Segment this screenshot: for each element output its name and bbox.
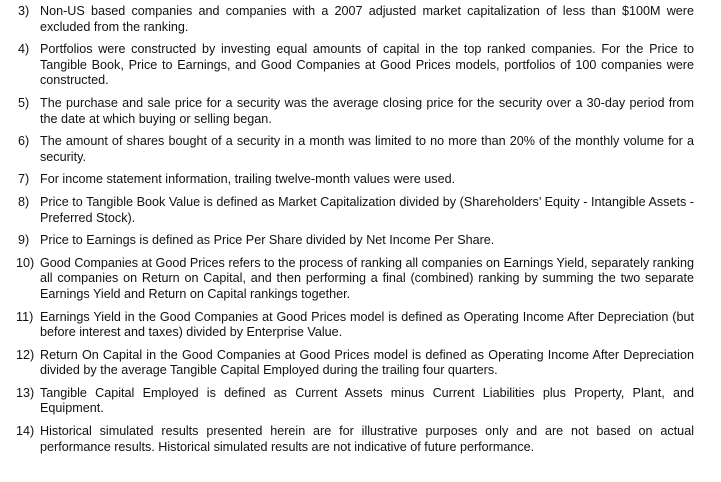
note-number: 6) [18,134,30,149]
note-text: Non-US based companies and companies with a 2007 adjusted market capitalization of less than $100M were excluded from the ranking. [40,4,694,34]
note-10 [18,256,694,303]
note-text: Return On Capital in the Good Companies at Good Prices model is defined as Operating Income After Depreciation divided by the average Tangible Capital Employed during the trailing four quarters. [40,347,694,378]
note-text: Portfolios were constructed by investing equal amounts of capital in the top ranked companies. For the Price to Tangible Book, Price to Earnings, and Good Companies at Good Prices models, portfolios of 100 companies were constructed. [40,42,694,88]
note-number: 12) [16,347,35,362]
note-number: 7) [18,172,30,187]
note-text: Good Companies at Good Prices refers to the process of ranking all companies on Earnings Yield, separately ranking all companies on Return on Capital, and then performing a final (combined) ranking by summing the two separate Earnings Yield and Return on Capital rankings together. [40,255,694,301]
note-number: 14) [16,424,35,439]
note-text: The purchase and sale price for a security was the average closing price for the security over a 30-day period from the date at which buying or selling began. [40,95,694,126]
note-3 [18,4,694,35]
note-number: 8) [18,194,30,209]
note-text: For income statement information, trailing twelve-month values were used. [40,172,456,187]
note-number: 11) [16,309,34,324]
note-text: Price to Tangible Book Value is defined as Market Capitalization divided by (Shareholders’ Equity - Intangible Assets - Preferred Stock). [40,194,694,225]
note-14 [18,424,694,455]
note-7 [18,172,694,188]
note-text: Price to Earnings is defined as Price Per Share divided by Net Income Per Share. [40,233,495,248]
note-8 [18,195,694,226]
note-number: 13) [16,385,35,400]
note-6 [18,134,694,165]
note-text: Earnings Yield in the Good Companies at Good Prices model is defined as Operating Income After Depreciation (but before interest and taxes) divided by Enterprise Value. [40,309,694,340]
note-number: 9) [18,233,30,248]
note-text: Tangible Capital Employed is defined as Current Assets minus Current Liabilities plus Property, Plant, and Equipment. [40,385,694,416]
note-number: 3) [18,4,30,18]
note-text: Historical simulated results presented herein are for illustrative purposes only and are not based on actual performance results. Historical simulated results are not indicative of future performance. [40,424,694,454]
note-9 [18,233,694,249]
note-11 [18,310,694,341]
note-13 [18,386,694,417]
note-number: 5) [18,95,30,110]
note-5 [18,96,694,127]
note-number: 4) [18,42,30,57]
note-4 [18,42,694,89]
disclosure-notes-list [18,4,694,462]
note-12 [18,348,694,379]
note-text: The amount of shares bought of a security in a month was limited to no more than 20% of the monthly volume for a security. [40,134,694,164]
note-number: 10) [16,255,35,270]
